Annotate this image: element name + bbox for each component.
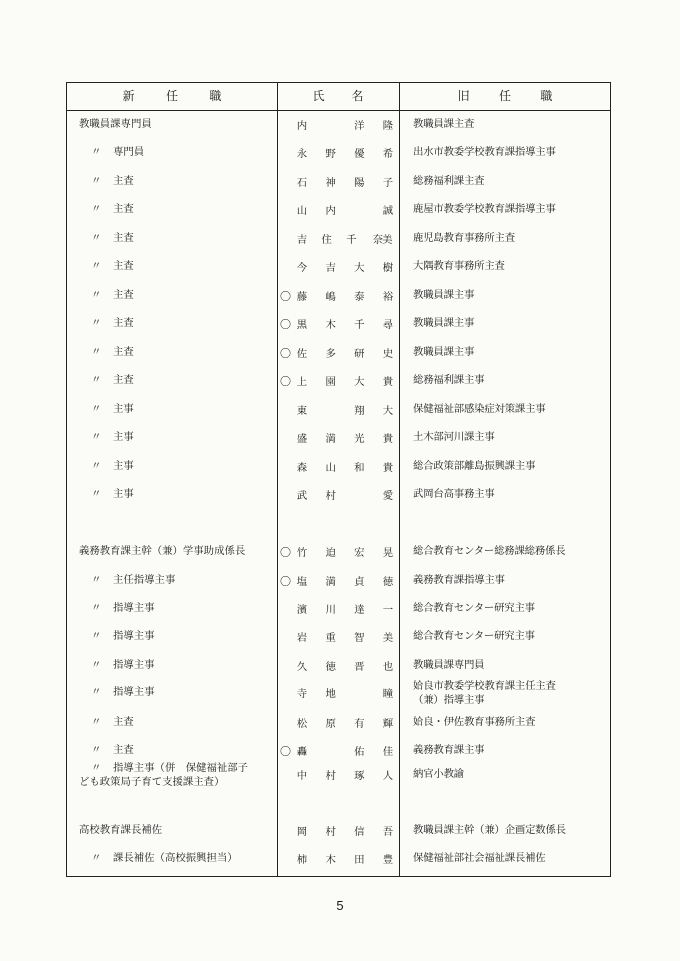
new-post-cell	[91, 316, 287, 330]
new-post-cell	[91, 851, 287, 865]
old-post-cell	[413, 573, 609, 587]
name-character: 瞳	[382, 688, 394, 700]
name-character	[324, 743, 338, 758]
name-character: 琢	[354, 770, 365, 782]
new-post-text: 指導主事	[113, 630, 155, 642]
name-character: 重	[325, 632, 336, 644]
new-post-cell	[91, 459, 287, 473]
name-character: 吾	[382, 826, 394, 838]
person-name	[295, 544, 395, 559]
name-character: 盛	[296, 433, 308, 445]
table-row	[67, 743, 610, 761]
new-post-cell	[91, 231, 287, 245]
old-post-cell	[413, 629, 609, 643]
table-row	[67, 174, 610, 192]
old-post-text-line2: （兼）指導主事	[413, 694, 485, 706]
new-appointee-circle-mark: 〇	[280, 347, 291, 360]
name-character	[352, 487, 366, 502]
new-post-text: 教職員課専門員	[79, 118, 152, 130]
name-character: 原	[325, 718, 336, 730]
table-row	[67, 316, 610, 334]
ditto-mark: 〃	[91, 460, 102, 472]
person-name	[295, 743, 395, 758]
name-character: 野	[325, 148, 336, 160]
name-character: 住	[321, 234, 332, 246]
name-character: 裕	[382, 291, 394, 303]
ditto-mark: 〃	[91, 289, 102, 301]
name-character: 内	[325, 205, 336, 217]
person-name	[295, 145, 395, 160]
person-name	[295, 259, 395, 274]
new-post-text: 主査	[113, 289, 134, 301]
name-character: 山	[296, 205, 308, 217]
old-post-text: 土木部河川課主事	[413, 431, 495, 443]
ditto-mark: 〃	[91, 852, 102, 864]
new-post-cell	[91, 685, 287, 699]
name-character: 木	[325, 854, 336, 866]
new-post-cell	[79, 761, 287, 789]
new-post-cell	[91, 145, 287, 159]
new-post-text: 指導主事	[113, 659, 155, 671]
name-character: 貴	[382, 376, 394, 388]
name-character: 貞	[354, 576, 365, 588]
name-character: 石	[296, 177, 308, 189]
name-character: 洋	[354, 120, 365, 132]
old-post-text: 出水市教委学校教育課指導主事	[413, 146, 556, 158]
name-character: 千	[354, 319, 365, 331]
old-post-text: 義務教育課主事	[413, 744, 485, 756]
personnel-table	[66, 82, 611, 877]
new-appointee-circle-mark: 〇	[280, 546, 291, 559]
old-post-text: 教職員課主事	[413, 317, 475, 329]
old-post-text: 教職員課主幹（兼）企画定数係長	[413, 824, 566, 836]
person-name	[295, 117, 395, 132]
person-name	[295, 601, 395, 616]
ditto-mark: 〃	[91, 716, 102, 728]
ditto-mark: 〃	[91, 346, 102, 358]
name-character: 隆	[382, 120, 394, 132]
name-character	[352, 685, 366, 700]
name-character: 岩	[296, 632, 308, 644]
old-post-text: 総合教育センター研究主事	[413, 602, 535, 614]
table-row	[67, 459, 610, 477]
header-name: 氏 名	[312, 89, 364, 103]
ditto-mark: 〃	[91, 686, 102, 698]
new-post-text: 主査	[113, 716, 134, 728]
name-character: 塩	[296, 576, 308, 588]
name-character: 子	[382, 177, 394, 189]
table-row	[67, 715, 610, 733]
name-character: 佳	[382, 746, 394, 758]
page-number: 5	[336, 898, 344, 913]
old-post-cell	[413, 117, 609, 131]
person-name	[295, 573, 395, 588]
name-character: 陽	[354, 177, 365, 189]
name-character: 有	[354, 718, 365, 730]
old-post-cell	[413, 715, 609, 729]
old-post-text: 武岡台高事務主事	[413, 488, 495, 500]
name-character: 今	[296, 262, 308, 274]
new-post-cell	[91, 430, 287, 444]
name-character: 史	[382, 348, 394, 360]
name-character: 森	[296, 462, 308, 474]
header-new-post: 新 任 職	[122, 89, 222, 103]
table-row	[67, 762, 610, 788]
ditto-mark: 〃	[91, 317, 102, 329]
table-row	[67, 629, 610, 647]
name-character: 佐	[296, 348, 308, 360]
ditto-mark: 〃	[91, 744, 102, 756]
table-row	[67, 430, 610, 448]
old-post-cell	[413, 823, 609, 837]
ditto-mark: 〃	[91, 630, 102, 642]
old-post-text: 鹿児島教育事務所主査	[413, 232, 515, 244]
name-character: 輝	[382, 718, 394, 730]
person-name	[295, 685, 395, 700]
name-character: 吉	[296, 234, 308, 246]
new-post-cell	[91, 629, 287, 643]
name-character: 徳	[325, 661, 336, 673]
name-character: 誠	[382, 205, 394, 217]
name-character: 貴	[382, 433, 394, 445]
old-post-cell	[413, 174, 609, 188]
name-character: 山	[325, 462, 336, 474]
new-post-cell	[91, 601, 287, 615]
new-post-text: 専門員	[113, 146, 145, 158]
person-name	[295, 459, 395, 474]
name-character: 人	[382, 770, 394, 782]
old-post-cell	[413, 544, 609, 558]
person-name	[295, 658, 395, 673]
new-post-cell	[91, 259, 287, 273]
old-post-cell	[413, 743, 609, 757]
name-character: 千	[346, 234, 357, 246]
old-post-cell	[413, 851, 609, 865]
new-post-text: 指導主事（併 保健福祉部子	[113, 762, 249, 774]
table-row	[67, 117, 610, 135]
person-name	[295, 487, 395, 502]
name-character: 木	[325, 319, 336, 331]
old-post-cell	[413, 316, 609, 330]
name-character: 東	[296, 405, 308, 417]
person-name	[295, 823, 395, 838]
ditto-mark: 〃	[91, 488, 102, 500]
ditto-mark: 〃	[91, 659, 102, 671]
old-post-text: 教職員課主事	[413, 346, 475, 358]
old-post-cell	[413, 373, 609, 387]
table-row	[67, 823, 610, 841]
name-character: 佑	[354, 746, 365, 758]
ditto-mark: 〃	[91, 431, 102, 443]
old-post-text: 総務福利課主査	[413, 175, 485, 187]
name-character: 村	[325, 826, 336, 838]
ditto-mark: 〃	[91, 146, 102, 158]
name-character: 寺	[296, 688, 308, 700]
new-post-cell	[91, 288, 287, 302]
new-post-cell	[79, 544, 275, 558]
old-post-cell	[413, 145, 609, 159]
new-post-text: 主任指導主事	[113, 574, 176, 586]
person-name	[295, 629, 395, 644]
name-character: 神	[325, 177, 336, 189]
ditto-mark: 〃	[91, 602, 102, 614]
new-post-text: 主事	[113, 488, 134, 500]
table-row	[67, 658, 610, 676]
new-post-cell	[91, 373, 287, 387]
ditto-mark: 〃	[91, 762, 102, 774]
old-post-cell	[413, 259, 609, 273]
old-post-text: 総合教育センター総務課総務係長	[413, 545, 566, 557]
name-character: 上	[296, 376, 308, 388]
old-post-cell	[413, 459, 609, 473]
name-character: 柿	[296, 854, 308, 866]
name-character: 宏	[354, 547, 365, 559]
old-post-text: 姶良市教委学校教育課主任主査	[413, 680, 556, 692]
person-name	[295, 231, 395, 246]
name-character: 一	[382, 604, 394, 616]
old-post-text: 姶良・伊佐教育事務所主査	[413, 716, 536, 728]
table-row	[67, 601, 610, 619]
old-post-cell	[413, 679, 609, 707]
person-name	[295, 373, 395, 388]
new-post-text: 義務教育課主幹（兼）学事助成係長	[79, 545, 246, 557]
name-character: 満	[325, 433, 336, 445]
new-appointee-circle-mark: 〇	[280, 575, 291, 588]
new-post-cell	[91, 345, 287, 359]
name-character: 濱	[296, 604, 308, 616]
ditto-mark: 〃	[91, 203, 102, 215]
name-character: 樹	[382, 262, 394, 274]
name-character: 美	[382, 632, 394, 644]
name-character: 奈美	[372, 234, 392, 246]
name-character: 尋	[382, 319, 394, 331]
old-post-text: 義務教育課指導主事	[413, 574, 505, 586]
new-post-text: 指導主事	[113, 686, 155, 698]
table-row	[67, 573, 610, 591]
name-character: 竹	[296, 547, 308, 559]
name-character	[352, 202, 366, 217]
new-post-text: 主査	[113, 374, 134, 386]
old-post-text: 鹿屋市教委学校教育課指導主事	[413, 203, 556, 215]
name-character: 達	[354, 604, 365, 616]
ditto-mark: 〃	[91, 374, 102, 386]
new-post-cell	[91, 487, 287, 501]
new-post-text: 主査	[113, 175, 134, 187]
name-character: 村	[325, 490, 336, 502]
name-character: 岡	[296, 826, 308, 838]
new-post-text: 主査	[113, 346, 134, 358]
old-post-text: 総務福利課主事	[413, 374, 485, 386]
name-character: 和	[354, 462, 365, 474]
person-name	[295, 345, 395, 360]
new-post-cell	[79, 117, 275, 131]
name-character	[324, 117, 338, 132]
new-appointee-circle-mark: 〇	[280, 290, 291, 303]
old-post-text: 大隅教育事務所主査	[413, 260, 505, 272]
name-character: 信	[354, 826, 365, 838]
table-row	[67, 680, 610, 706]
new-post-text: 主事	[113, 431, 134, 443]
name-character: 翔	[354, 405, 365, 417]
old-post-text: 教職員課主査	[413, 118, 475, 130]
name-character: 藤	[296, 291, 308, 303]
table-row	[67, 288, 610, 306]
table-row	[67, 231, 610, 249]
table-row	[67, 402, 610, 420]
name-character: 徳	[382, 576, 394, 588]
name-character: 大	[354, 262, 365, 274]
name-character	[324, 402, 338, 417]
person-name	[295, 288, 395, 303]
person-name	[295, 174, 395, 189]
name-character: 中	[296, 770, 308, 782]
table-row	[67, 345, 610, 363]
old-post-text: 保健福祉部感染症対策課主事	[413, 403, 546, 415]
old-post-cell	[413, 658, 609, 672]
name-character: 久	[296, 661, 308, 673]
ditto-mark: 〃	[91, 260, 102, 272]
new-post-text: 主事	[113, 460, 134, 472]
name-character: 黒	[296, 319, 308, 331]
table-row	[67, 202, 610, 220]
name-character: 園	[325, 376, 336, 388]
name-character: 優	[354, 148, 365, 160]
old-post-cell	[413, 202, 609, 216]
name-character: 吉	[325, 262, 336, 274]
name-character: 希	[382, 148, 394, 160]
table-row	[67, 259, 610, 277]
table-row	[67, 487, 610, 505]
old-post-cell	[413, 767, 609, 781]
new-post-text: 主査	[113, 744, 134, 756]
new-post-cell	[91, 573, 287, 587]
name-character: 愛	[382, 490, 394, 502]
new-appointee-circle-mark: 〇	[280, 745, 291, 758]
old-post-cell	[413, 345, 609, 359]
person-name	[295, 202, 395, 217]
old-post-text: 納官小教諭	[413, 768, 464, 780]
header-old-post: 旧 任 職	[457, 89, 553, 103]
new-post-text: 主事	[113, 403, 134, 415]
new-post-text-line2: ども政策局子育て支援課主査）	[79, 776, 225, 788]
old-post-cell	[413, 601, 609, 615]
new-post-cell	[91, 402, 287, 416]
name-character: 川	[325, 604, 336, 616]
name-character: 泰	[354, 291, 365, 303]
new-post-text: 主査	[113, 260, 134, 272]
name-character: 村	[325, 770, 336, 782]
old-post-cell	[413, 430, 609, 444]
ditto-mark: 〃	[91, 574, 102, 586]
name-character: 晃	[382, 547, 394, 559]
name-character: 迫	[325, 547, 336, 559]
name-character: 智	[354, 632, 365, 644]
old-post-cell	[413, 487, 609, 501]
old-post-text: 総合教育センター研究主事	[413, 630, 535, 642]
name-character: 貴	[382, 462, 394, 474]
name-character: 也	[382, 661, 394, 673]
old-post-cell	[413, 288, 609, 302]
new-appointee-circle-mark: 〇	[280, 375, 291, 388]
name-character: 轟	[296, 746, 308, 758]
person-name	[295, 767, 395, 782]
person-name	[295, 402, 395, 417]
person-name	[295, 316, 395, 331]
new-post-cell	[91, 202, 287, 216]
new-post-text: 主査	[113, 203, 134, 215]
new-post-text: 指導主事	[113, 602, 155, 614]
name-character: 大	[382, 405, 394, 417]
table-row	[67, 373, 610, 391]
name-character: 豊	[382, 854, 394, 866]
ditto-mark: 〃	[91, 403, 102, 415]
new-appointee-circle-mark: 〇	[280, 318, 291, 331]
name-character: 武	[296, 490, 308, 502]
name-character: 地	[325, 688, 336, 700]
new-post-cell	[91, 174, 287, 188]
name-character: 永	[296, 148, 308, 160]
new-post-cell	[91, 715, 287, 729]
new-post-cell	[91, 743, 287, 757]
new-post-cell	[79, 823, 275, 837]
table-row	[67, 851, 610, 869]
old-post-text: 総合政策部離島振興課主事	[413, 460, 536, 472]
person-name	[295, 851, 395, 866]
name-character: 嶋	[325, 291, 336, 303]
ditto-mark: 〃	[91, 175, 102, 187]
old-post-text: 保健福祉部社会福祉課長補佐	[413, 852, 546, 864]
old-post-text: 教職員課主事	[413, 289, 475, 301]
name-character: 多	[325, 348, 336, 360]
name-character: 田	[354, 854, 365, 866]
name-character: 満	[325, 576, 336, 588]
ditto-mark: 〃	[91, 232, 102, 244]
name-character: 松	[296, 718, 308, 730]
person-name	[295, 715, 395, 730]
new-post-text: 課長補佐（高校振興担当）	[113, 852, 238, 864]
new-post-text: 主査	[113, 232, 134, 244]
name-character: 光	[354, 433, 365, 445]
new-post-text: 高校教育課長補佐	[79, 824, 163, 836]
table-row	[67, 544, 610, 562]
new-post-cell	[91, 658, 287, 672]
old-post-cell	[413, 402, 609, 416]
header-divider	[67, 110, 610, 111]
person-name	[295, 430, 395, 445]
name-character: 大	[354, 376, 365, 388]
table-row	[67, 145, 610, 163]
new-post-text: 主査	[113, 317, 134, 329]
name-character: 研	[354, 348, 365, 360]
name-character: 晋	[354, 661, 365, 673]
name-character: 内	[296, 120, 308, 132]
old-post-cell	[413, 231, 609, 245]
old-post-text: 教職員課専門員	[413, 659, 485, 671]
